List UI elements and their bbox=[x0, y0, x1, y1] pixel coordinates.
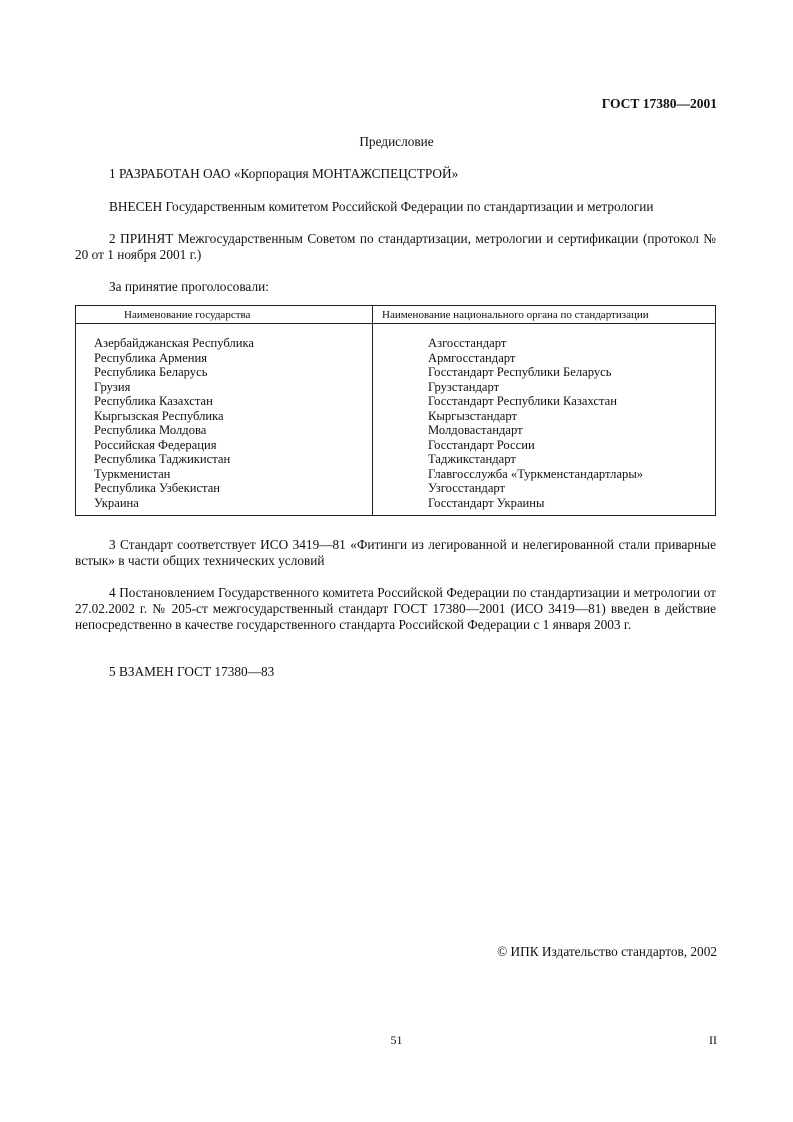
table-cell-state: Кыргызская Республика bbox=[94, 408, 224, 423]
table-cell-body: Таджикстандарт bbox=[428, 452, 516, 466]
table-cell-body: Армгосстандарт bbox=[428, 350, 516, 365]
table-cell-body: Узгосстандарт bbox=[428, 481, 506, 495]
roman-page-number: II bbox=[709, 1033, 717, 1047]
document-code: ГОСТ 17380—2001 bbox=[601, 96, 717, 111]
section-title: Предисловие bbox=[359, 134, 434, 149]
table-cell-body: Госстандарт Республики Беларусь bbox=[428, 365, 612, 379]
paragraph-enactment: 4 Постановлением Государственного комитета Российской Федерации по стандартизации и метрологии от 27.02.2002 г. № 205-ст межгосударственный стандарт ГОСТ 17380—2001 (ИСО 3419—81) введен в действие непосредственно в качестве государственного стандарта Российской Федерации с 1 января 2003 г. bbox=[75, 585, 716, 632]
table-cell-body: Молдовастандарт bbox=[428, 423, 523, 437]
table-cell-body: Азгосстандарт bbox=[428, 336, 507, 350]
paragraph-voted: За принятие проголосовали: bbox=[109, 279, 269, 294]
table-cell-state: Республика Беларусь bbox=[94, 365, 208, 379]
table-cell-state: Республика Казахстан bbox=[94, 394, 213, 408]
table-column-divider bbox=[372, 306, 373, 515]
table-cell-state: Грузия bbox=[94, 379, 131, 394]
table-cell-state: Республика Армения bbox=[94, 350, 208, 365]
table-cell-body: Грузстандарт bbox=[428, 379, 500, 394]
table-cell-body: Госстандарт России bbox=[428, 437, 535, 452]
paragraph-developed: 1 РАЗРАБОТАН ОАО «Корпорация МОНТАЖСПЕЦСТРОЙ» bbox=[109, 166, 459, 181]
table-cell-body: Кыргызстандарт bbox=[428, 408, 517, 423]
voting-table bbox=[75, 305, 716, 516]
table-cell-body: Главгосслужба «Туркменстандартлары» bbox=[428, 466, 644, 481]
table-column-states bbox=[94, 336, 254, 510]
table-cell-state: Туркменистан bbox=[94, 466, 171, 481]
table-cell-state: Республика Узбекистан bbox=[94, 481, 221, 495]
table-cell-state: Украина bbox=[94, 495, 139, 510]
table-cell-state: Республика Таджикистан bbox=[94, 452, 231, 466]
table-cell-body: Госстандарт Украины bbox=[428, 495, 545, 510]
table-header-state: Наименование государства bbox=[124, 309, 251, 321]
page-number: 51 bbox=[390, 1033, 403, 1047]
table-header-divider bbox=[76, 323, 715, 324]
paragraph-adopted: 2 ПРИНЯТ Межгосударственным Советом по стандартизации, метрологии и сертификации (протокол № 20 от 1 ноября 2001 г.) bbox=[75, 231, 716, 262]
table-cell-state: Азербайджанская Республика bbox=[94, 336, 255, 350]
paragraph-replaces: 5 ВЗАМЕН ГОСТ 17380—83 bbox=[109, 664, 275, 679]
table-cell-state: Республика Молдова bbox=[94, 423, 207, 437]
table-column-bodies bbox=[428, 336, 643, 510]
copyright-notice: © ИПК Издательство стандартов, 2002 bbox=[497, 944, 717, 959]
table-header-body: Наименование национального органа по стандартизации bbox=[382, 309, 649, 321]
paragraph-introduced: ВНЕСЕН Государственным комитетом Российской Федерации по стандартизации и метрологии bbox=[109, 199, 654, 214]
paragraph-iso-correspondence: 3 Стандарт соответствует ИСО 3419—81 «Фитинги из легированной и нелегированной стали приварные встык» в части общих технических условий bbox=[75, 537, 716, 568]
table-cell-state: Российская Федерация bbox=[94, 437, 217, 452]
table-cell-body: Госстандарт Республики Казахстан bbox=[428, 394, 617, 408]
